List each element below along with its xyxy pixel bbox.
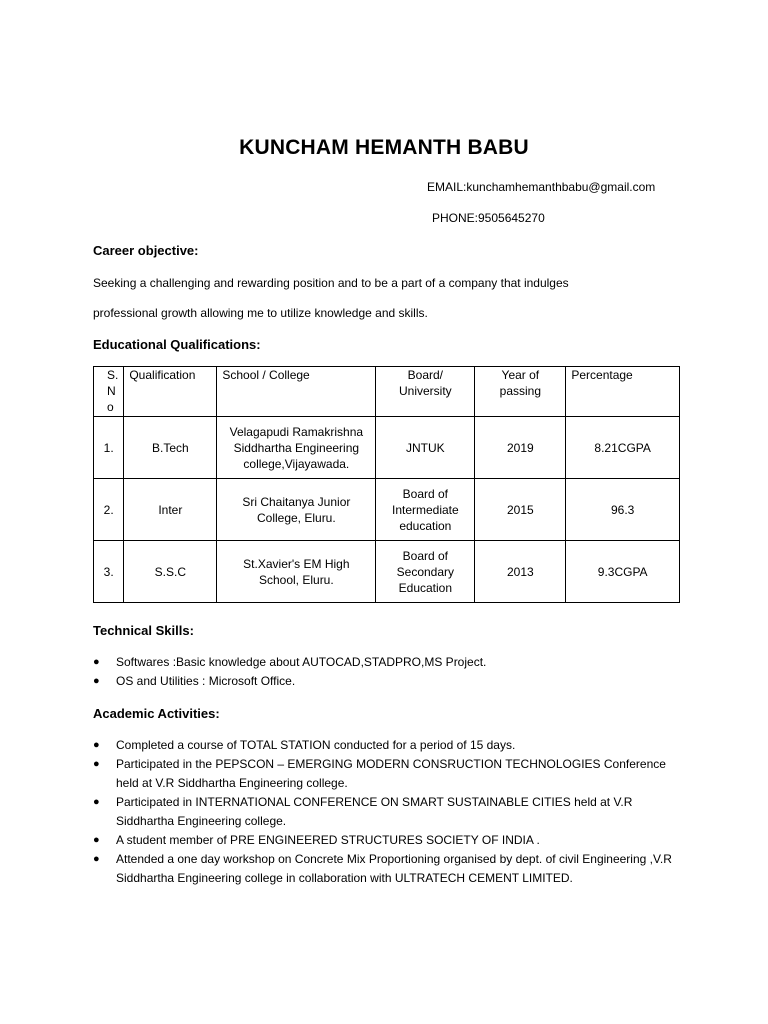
education-heading: Educational Qualifications:	[93, 337, 261, 352]
career-objective-line-2: professional growth allowing me to utilize knowledge and skills.	[93, 306, 428, 320]
header-qualification	[124, 367, 217, 417]
list-item-text: Softwares :Basic knowledge about AUTOCAD,STADPRO,MS Project.	[116, 655, 487, 669]
list-item-text: Attended a one day workshop on Concrete Mix Proportioning organised by dept. of civil Engineering ,V.R Siddhartha Engineering college in collaboration with ULTRATECH CEMENT LIMITED.	[116, 852, 672, 885]
cell-qualification: Inter	[124, 479, 217, 541]
email-line: EMAIL:kunchamhemanthbabu@gmail.com	[427, 180, 656, 194]
list-item-text: Participated in the PEPSCON – EMERGING MODERN CONSRUCTION TECHNOLOGIES Conference held at V.R Siddhartha Engineering college.	[116, 757, 666, 790]
list-item	[93, 653, 683, 672]
header-year-text: Year of passing	[499, 368, 542, 398]
bullet-icon: ●	[93, 739, 100, 751]
bullet-icon: ●	[93, 853, 100, 865]
cell-qualification: S.S.C	[124, 541, 217, 603]
list-item-text: OS and Utilities : Microsoft Office.	[116, 674, 296, 688]
header-year	[475, 367, 566, 417]
cell-school: Velagapudi Ramakrishna Siddhartha Engineering college,Vijayawada.	[217, 417, 376, 479]
header-board	[376, 367, 475, 417]
cell-qualification: B.Tech	[124, 417, 217, 479]
table-row	[94, 541, 680, 603]
header-sno-text: S. N o	[107, 368, 119, 414]
bullet-icon: ●	[93, 834, 100, 846]
cell-percentage: 9.3CGPA	[566, 541, 680, 603]
cell-sno: 3.	[94, 541, 124, 603]
cell-percentage: 96.3	[566, 479, 680, 541]
cell-board: Board of Intermediate education	[376, 479, 475, 541]
list-item	[93, 850, 683, 888]
list-item-text: A student member of PRE ENGINEERED STRUCTURES SOCIETY OF INDIA .	[116, 833, 540, 847]
cell-sno: 1.	[94, 417, 124, 479]
technical-skills-list	[93, 653, 683, 691]
header-qualification-text: Qualification	[129, 368, 196, 382]
table-row	[94, 479, 680, 541]
list-item	[93, 793, 683, 831]
list-item	[93, 755, 683, 793]
bullet-icon: ●	[93, 758, 100, 770]
bullet-icon: ●	[93, 796, 100, 808]
phone-line: PHONE:9505645270	[432, 211, 545, 225]
cell-year: 2013	[475, 541, 566, 603]
cell-year: 2019	[475, 417, 566, 479]
header-board-text: Board/ University	[399, 368, 452, 398]
header-school-text: School / College	[222, 368, 310, 382]
cell-year: 2015	[475, 479, 566, 541]
header-school	[217, 367, 376, 417]
list-item-text: Completed a course of TOTAL STATION conducted for a period of 15 days.	[116, 738, 516, 752]
career-objective-line-1: Seeking a challenging and rewarding position and to be a part of a company that indulges	[93, 276, 569, 290]
academic-activities-heading: Academic Activities:	[93, 706, 220, 721]
list-item	[93, 672, 683, 691]
list-item-text: Participated in INTERNATIONAL CONFERENCE ON SMART SUSTAINABLE CITIES held at V.R Siddhartha Engineering college.	[116, 795, 633, 828]
candidate-name: KUNCHAM HEMANTH BABU	[239, 136, 529, 159]
bullet-icon: ●	[93, 675, 100, 687]
cell-board: Board of Secondary Education	[376, 541, 475, 603]
header-percentage-text: Percentage	[571, 368, 633, 382]
bullet-icon: ●	[93, 656, 100, 668]
header-percentage	[566, 367, 680, 417]
technical-skills-heading: Technical Skills:	[93, 623, 194, 638]
cell-percentage: 8.21CGPA	[566, 417, 680, 479]
table-row	[94, 417, 680, 479]
education-table-header-row	[94, 367, 680, 417]
education-table	[93, 366, 680, 603]
list-item	[93, 831, 683, 850]
cell-school: Sri Chaitanya Junior College, Eluru.	[217, 479, 376, 541]
academic-activities-list	[93, 736, 683, 888]
cell-sno: 2.	[94, 479, 124, 541]
list-item	[93, 736, 683, 755]
career-objective-heading: Career objective:	[93, 243, 199, 258]
cell-school: St.Xavier's EM High School, Eluru.	[217, 541, 376, 603]
header-sno	[94, 367, 124, 417]
cell-board: JNTUK	[376, 417, 475, 479]
